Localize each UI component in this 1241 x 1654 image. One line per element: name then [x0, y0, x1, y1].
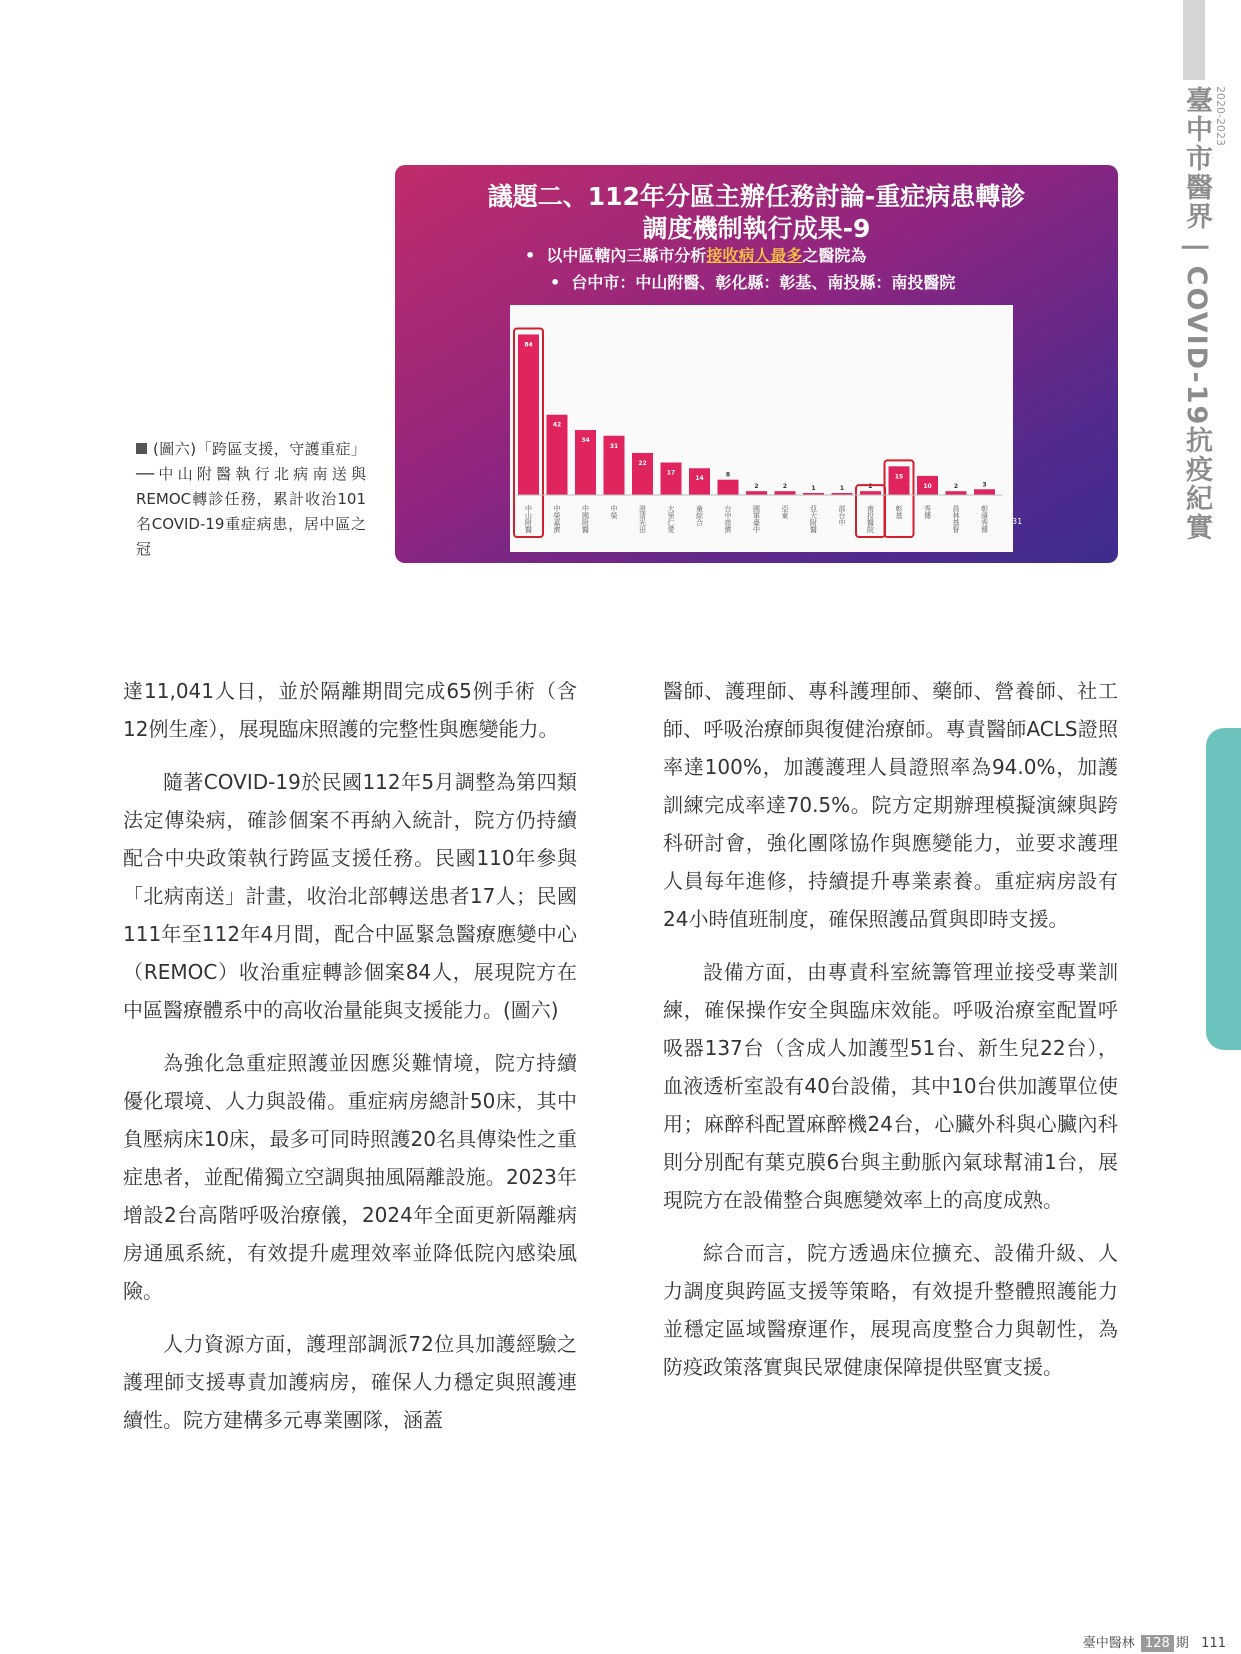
bar-value-label: 8 — [725, 471, 731, 479]
bar-彰濱秀傳 — [974, 489, 995, 495]
section-tab — [1206, 728, 1241, 1050]
bar-value-label: 17 — [666, 469, 676, 477]
category-label: 彰基 — [895, 505, 903, 519]
slide-title-line1: 議題二、112年分區主辦任務討論-重症病患轉診 — [487, 182, 1026, 211]
category-label: 中榮 — [610, 505, 618, 519]
bar-value-label: 1 — [839, 485, 845, 492]
bar-國軍臺中 — [746, 491, 767, 495]
paragraph: 為強化急重症照護並因應災難情境，院方持續優化環境、人力與設備。重症病房總計50床，其中負壓病床10床，最多可同時照護20名具傳染性之重症患者，並配備獨立空調與抽風隔離設施。2023年增設2台高階呼吸治療儀，2024年全面更新隔離病房通風系統，有效提升處理效率並降低院內感染風險。 — [123, 1051, 577, 1303]
running-years: 2020-2023 — [1214, 86, 1227, 146]
paragraph: 綜合而言，院方透過床位擴充、設備升級、人力調度與跨區支援等策略，有效提升整體照護能力並穩定區域醫療運作，展現高度整合力與韌性，為防疫政策落實與民眾健康保障提供堅實支援。 — [663, 1241, 1118, 1379]
paragraph: 達11,041人日，並於隔離期間完成65例手術（含12例生產），展現臨床照護的完整性與應變能力。 — [123, 679, 577, 741]
bullet1-post: 之醫院為 — [802, 246, 867, 265]
category-label: 中山附醫 — [524, 505, 533, 533]
bar-value-label: 22 — [638, 459, 647, 467]
bar-value-label: 2 — [953, 483, 959, 491]
bar-value-label: 10 — [923, 482, 932, 490]
category-label: 國軍臺中 — [752, 505, 761, 533]
running-title: 臺中市醫界 | COVID-19抗疫紀實 — [1181, 86, 1212, 543]
category-label: 部台中 — [838, 505, 846, 526]
page-footer — [1083, 1632, 1226, 1652]
bar-value-label: 31 — [609, 442, 619, 450]
side-strip — [1183, 0, 1205, 80]
figure-caption — [136, 437, 366, 562]
slide-bullet-2: • 台中市：中山附醫、彰化縣：彰基、南投縣：南投醫院 — [550, 273, 956, 292]
bar-彰基 — [889, 466, 910, 495]
bar-chart — [510, 305, 1013, 552]
bar-value-label: 42 — [552, 421, 562, 429]
bullet1-highlight: 接收病人最多 — [706, 246, 803, 265]
category-label: 台中慈濟 — [724, 505, 732, 533]
bar-員林基督 — [946, 491, 967, 495]
issue-suffix: 期 — [1175, 1636, 1189, 1651]
bar-value-label: 15 — [894, 473, 904, 481]
right-column — [663, 672, 1118, 1401]
bar-value-label: 34 — [581, 437, 590, 445]
bar-value-label: 2 — [868, 483, 873, 491]
bar-亞東 — [775, 491, 796, 495]
bar-中山附醫 — [518, 334, 539, 495]
category-label: 亞東 — [781, 505, 789, 519]
chart-panel — [510, 305, 1013, 552]
journal-name: 臺中醫林 — [1082, 1636, 1135, 1651]
caption-bullet-icon — [136, 443, 147, 454]
bar-value-label: 2 — [754, 483, 759, 491]
bullet1-pre: 以中區轄內三縣市分析 — [546, 246, 707, 265]
left-column — [123, 672, 577, 1454]
bar-value-label: 3 — [982, 481, 987, 489]
bar-大里仁愛 — [661, 463, 682, 495]
bar-value-label: 14 — [695, 475, 704, 483]
category-label: 亞大附醫 — [809, 505, 818, 533]
bar-value-label: 1 — [811, 485, 816, 492]
slide-title-line2: 調度機制執行成果-9 — [642, 214, 871, 243]
bar-value-label: 2 — [782, 483, 788, 491]
paragraph: 隨著COVID-19於民國112年5月調整為第四類法定傳染病，確診個案不再納入統計，院方仍持續配合中央政策執行跨區支援任務。民國110年參與「北病南送」計畫，收治北部轉送患者17人；民國111年至112年4月間，配合中區緊急醫療應變中心（REMOC）收治重症轉診個案84人，展現院方在中區醫療體系中的高收治量能與支援能力。(圖六) — [123, 770, 577, 1022]
page-number: 111 — [1201, 1636, 1226, 1651]
issue-number: 128 — [1141, 1635, 1174, 1652]
slide-page-number: 31 — [1012, 517, 1023, 526]
category-label: 南投醫院 — [866, 505, 875, 533]
category-label: 大里仁愛 — [667, 505, 675, 533]
paragraph: 設備方面，由專責科室統籌管理並接受專業訓練，確保操作安全與臨床效能。呼吸治療室配置呼吸器137台（含成人加護型51台、新生兒22台），血液透析室設有40台設備，其中10台供加護單位使用；麻醉科配置麻醉機24台，心臟外科與心臟內科則分別配有葉克膜6台與主動脈內氣球幫浦1台，展現院方在設備整合與應變效率上的高度成熟。 — [663, 960, 1118, 1212]
category-label: 澄清光田 — [638, 505, 647, 533]
paragraph: 人力資源方面，護理部調派72位具加護經驗之護理師支援專責加護病房，確保人力穩定與照護連續性。院方建構多元專業團隊，涵蓋 — [123, 1332, 577, 1432]
category-label: 秀傳 — [923, 505, 932, 519]
bar-南投醫院 — [860, 491, 881, 495]
paragraph: 醫師、護理師、專科護理師、藥師、營養師、社工師、呼吸治療師與復健治療師。專責醫師ACLS證照率達100%，加護護理人員證照率為94.0%，加護訓練完成率達70.5%。院方定期辦理模擬演練與跨科研討會，強化團隊協作與應變能力，並要求護理人員每年進修，持續提升專業素養。重症病房設有24小時值班制度，確保照護品質與即時支援。 — [663, 679, 1118, 931]
category-label: 中榮嘉濟 — [553, 505, 561, 533]
category-label: 員林基督 — [952, 505, 960, 533]
bullet2-text: 台中市：中山附醫、彰化縣：彰基、南投縣：南投醫院 — [571, 273, 956, 292]
bar-value-label: 84 — [524, 341, 533, 349]
bar-台中慈濟 — [718, 480, 739, 495]
category-label: 中國附醫 — [581, 505, 590, 533]
slide-figure — [395, 165, 1118, 563]
category-label: 彰濱秀傳 — [980, 505, 989, 533]
slide-bullet-1: • 以中區轄內三縣市分析接收病人最多之醫院為 — [525, 246, 867, 265]
caption-text: (圖六)「跨區支援，守護重症」──中山附醫執行北病南送與REMOC轉診任務，累計收治101名COVID-19重症病患，居中區之冠 — [136, 440, 366, 558]
category-label: 童綜合 — [695, 505, 704, 526]
